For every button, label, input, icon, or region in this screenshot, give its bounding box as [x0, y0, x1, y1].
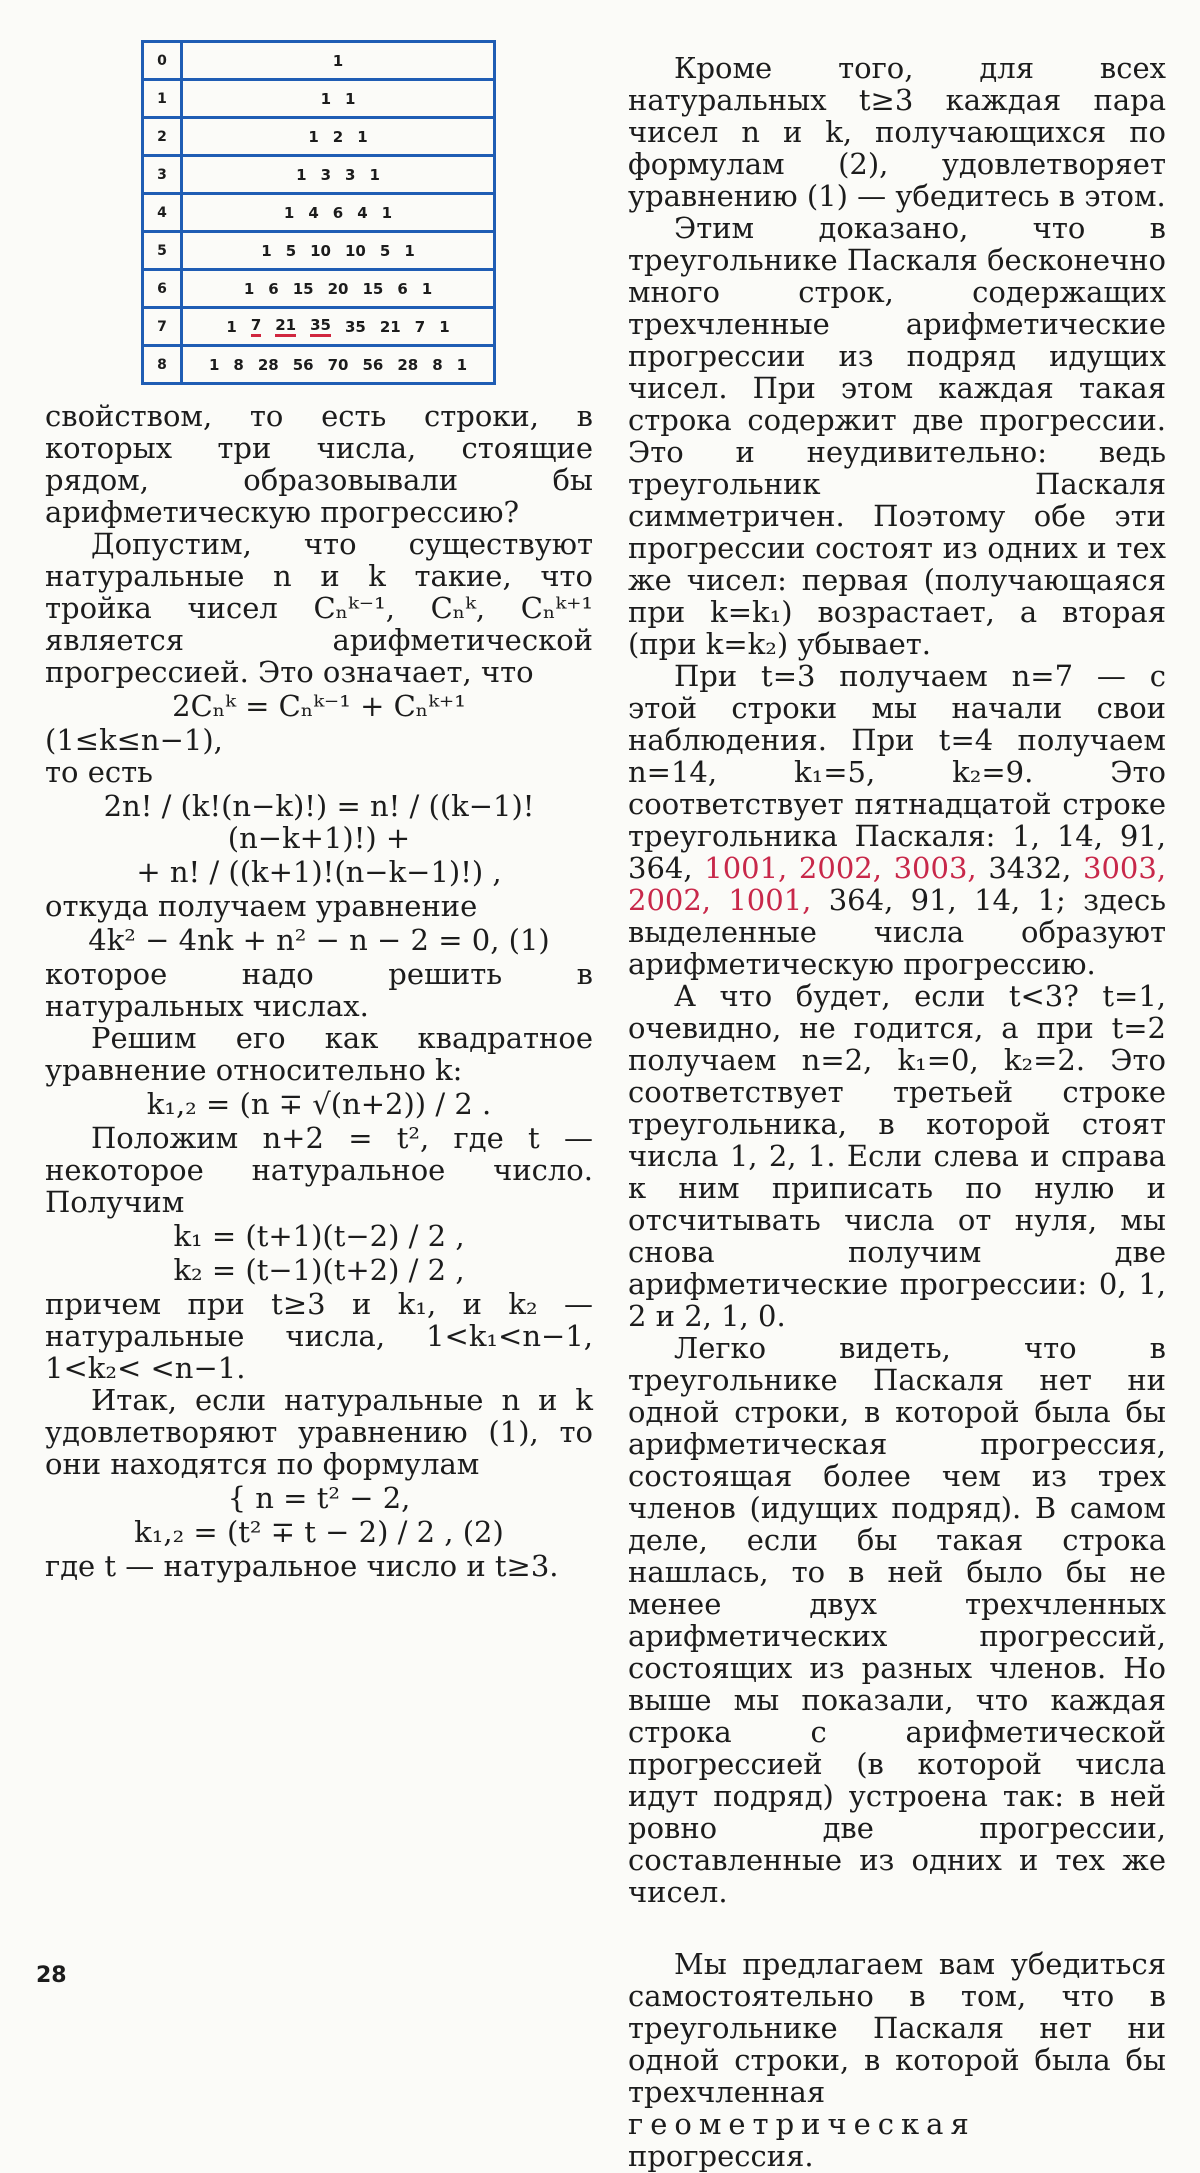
pascal-row: [144, 154, 493, 192]
spaced-word: геометрическая: [628, 2107, 976, 2141]
binomial-value: 6: [397, 279, 408, 298]
binomial-value: 7: [414, 317, 426, 336]
binomial-value: 28: [257, 355, 279, 374]
paragraph: откуда получаем уравнение: [45, 889, 478, 923]
formula: k₁,₂ = (t² ∓ t − 2) / 2 , (2): [134, 1515, 504, 1549]
binomial-value: 2: [332, 127, 344, 146]
formula: { n = t² − 2,: [227, 1481, 411, 1515]
binomial-value: 1: [421, 279, 433, 298]
binomial-value: 1: [296, 165, 307, 184]
page-number: 28: [36, 1963, 67, 1988]
binomial-value: 56: [292, 355, 314, 374]
pascal-row: [144, 116, 493, 154]
binomial-value: 1: [261, 241, 272, 260]
paragraph: Легко видеть, что в треугольнике Паскаля нет ни одной строки, в которой была бы арифметическая прогрессия, состоящая более чем из трех членов (идущих подряд). В самом деле, если бы такая строка нашлась, то в ней было бы не менее двух трехчленных арифметических прогрессий, состоящих из разных членов. Но выше мы показали, что каждая строка с арифметической прогрессией (в которой числа идут подряд) устроена так: в ней ровно две прогрессии, составленные из одних и тех же чисел.: [628, 1331, 1166, 1909]
binomial-value: 1: [345, 89, 356, 108]
formula: k₁,₂ = (n ∓ √(n+2)) / 2 .: [146, 1087, 492, 1121]
formula: 4k² − 4nk + n² − n − 2 = 0, (1): [88, 923, 550, 957]
row-index: 3: [144, 157, 183, 192]
formula: k₂ = (t−1)(t+2) / 2 ,: [173, 1253, 465, 1287]
highlighted-numbers: 1001, 2002, 3003,: [704, 851, 977, 885]
binomial-value: 10: [310, 241, 331, 260]
binomial-value: 1: [357, 127, 368, 146]
binomial-value: 21: [275, 316, 296, 337]
row-index: 2: [144, 119, 183, 154]
paragraph: причем при t≥3 и k₁, и k₂ — натуральные числа, 1<k₁<n−1, 1<k₂< <n−1.: [45, 1287, 593, 1385]
pascal-row: [144, 78, 493, 116]
paragraph: Кроме того, для всех натуральных t≥3 каждая пара чисел n и k, получающихся по формулам (2), удовлетворяет уравнению (1) — убедитесь в этом.: [628, 51, 1166, 213]
left-column: [45, 400, 593, 1582]
binomial-value: 28: [397, 355, 419, 374]
paragraph: которое надо решить в натуральных числах.: [45, 957, 593, 1023]
row-index: 7: [144, 309, 183, 344]
pascal-row: [144, 268, 493, 306]
binomial-value: 1: [381, 203, 393, 222]
row-index: 1: [144, 81, 183, 116]
binomial-value: 1: [320, 89, 331, 108]
paragraph: Положим n+2 = t², где t — некоторое натуральное число. Получим: [45, 1121, 593, 1219]
binomial-value: 56: [362, 355, 384, 374]
paragraph: При t=3 получаем n=7 — с этой строки мы начали свои наблюдения. При t=4 получаем n=14, k₁=5, k₂=9. Это соответствует пятнадцатой строке треугольника Паскаля: 1, 14, 91, 364, 1001, 2002, 3003, 3432, 3003, 2002, 1001, 364, 91, 14, 1; здесь выделенные числа образуют арифметическую прогрессию.: [628, 659, 1167, 981]
binomial-value: 1: [439, 317, 450, 336]
binomial-value: 1: [208, 355, 220, 374]
binomial-value: 6: [268, 279, 279, 298]
binomial-value: 15: [362, 279, 384, 298]
row-index: 5: [144, 233, 183, 268]
binomial-value: 1: [226, 317, 237, 336]
binomial-value: 20: [327, 279, 349, 298]
pascal-triangle-table: [141, 40, 496, 385]
paragraph: Допустим, что существуют натуральные n и k такие, что тройка чисел Cₙᵏ⁻¹, Cₙᵏ, Cₙᵏ⁺¹ является арифметической прогрессией. Это означает, что: [45, 527, 593, 689]
paragraph: А что будет, если t<3? t=1, очевидно, не годится, а при t=2 получаем n=2, k₁=0, k₂=2. Это соответствует третьей строке треугольника, в которой стоят числа 1, 2, 1. Если слева и справа к ним приписать по нулю и отсчитывать числа от нуля, мы снова получим две арифметические прогрессии: 0, 1, 2 и 2, 1, 0.: [628, 979, 1166, 1333]
paragraph: то есть: [45, 755, 153, 789]
paragraph: Мы предлагаем вам убедиться самостоятельно в том, что в треугольнике Паскаля нет ни одной строки, в которой была бы трехчленная геометрическая прогрессия.: [628, 1947, 1166, 2173]
paragraph: свойством, то есть строки, в которых три числа, стоящие рядом, образовывали бы арифметическую прогрессию?: [45, 399, 593, 529]
binomial-value: 3: [345, 165, 356, 184]
binomial-value: 1: [369, 165, 380, 184]
binomial-value: 6: [332, 203, 344, 222]
binomial-value: 4: [308, 203, 319, 222]
binomial-value: 21: [379, 317, 401, 336]
row-index: 6: [144, 271, 183, 306]
pascal-row: [144, 192, 493, 230]
binomial-value: 8: [432, 355, 443, 374]
binomial-value: 1: [404, 241, 415, 260]
paragraph: Этим доказано, что в треугольнике Паскаля бесконечно много строк, содержащих трехчленные арифметические прогрессии из подряд идущих чисел. При этом каждая такая строка содержит две прогрессии. Это и неудивительно: ведь треугольник Паскаля симметричен. Поэтому обе эти прогрессии состоят из одних и тех же чисел: первая (получающаяся при k=k₁) возрастает, а вторая (при k=k₂) убывает.: [628, 211, 1166, 661]
highlighted-numbers: 3003, 2002, 1001,: [628, 851, 1167, 917]
binomial-value: 70: [327, 355, 349, 374]
binomial-value: 4: [357, 203, 368, 222]
binomial-value: 1: [332, 51, 344, 70]
row-index: 8: [144, 347, 183, 382]
paragraph: Решим его как квадратное уравнение относительно k:: [45, 1021, 593, 1087]
binomial-value: 5: [285, 241, 297, 260]
binomial-value: 10: [345, 241, 366, 260]
binomial-value: 1: [456, 355, 468, 374]
paragraph: где t — натуральное число и t≥3.: [45, 1549, 559, 1583]
pascal-row: [144, 43, 493, 78]
binomial-value: 5: [379, 241, 391, 260]
binomial-value: 1: [308, 127, 319, 146]
formula: 2n! / (k!(n−k)!) = n! / ((k−1)!(n−k+1)!) +: [103, 789, 535, 855]
paragraph: Итак, если натуральные n и k удовлетворяют уравнению (1), то они находятся по формулам: [45, 1383, 593, 1481]
row-index: 4: [144, 195, 183, 230]
formula: k₁ = (t+1)(t−2) / 2 ,: [173, 1219, 465, 1253]
binomial-value: 7: [251, 316, 261, 337]
formula: 2Cₙᵏ = Cₙᵏ⁻¹ + Cₙᵏ⁺¹: [172, 689, 466, 723]
pascal-row: [144, 230, 493, 268]
binomial-value: 3: [320, 165, 331, 184]
binomial-value: 1: [283, 203, 295, 222]
binomial-value: 35: [310, 316, 331, 337]
row-index: 0: [144, 43, 183, 78]
formula: + n! / ((k+1)!(n−k−1)!) ,: [136, 855, 502, 889]
binomial-value: 8: [233, 355, 244, 374]
pascal-row: [144, 306, 493, 344]
pascal-row: [144, 344, 493, 382]
paragraph: (1≤k≤n−1),: [45, 723, 223, 757]
binomial-value: 35: [345, 317, 366, 336]
binomial-value: 1: [243, 279, 255, 298]
right-column: [628, 52, 1166, 2172]
binomial-value: 15: [292, 279, 314, 298]
